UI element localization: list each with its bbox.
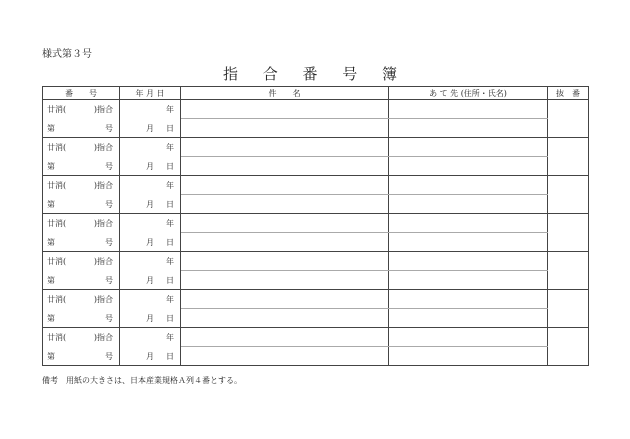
day-label: 日 [166, 313, 174, 323]
recipient-cell[interactable] [389, 100, 548, 119]
prefix-label: 廿消( [47, 181, 67, 190]
entry-row-top [43, 290, 589, 309]
entry-row-bottom [43, 271, 589, 290]
header-date: 年 月 日 [120, 87, 181, 100]
month-label: 月 [146, 199, 154, 209]
date-cell[interactable] [120, 252, 181, 271]
date-cell[interactable] [120, 214, 181, 233]
month-label: 月 [146, 237, 154, 247]
header-number: 番 号 [43, 87, 120, 100]
year-label: 年 [166, 219, 174, 228]
recipient-cell-bottom[interactable] [389, 233, 548, 252]
number-cell-bottom[interactable] [43, 233, 120, 252]
dai-label: 第 [47, 313, 55, 323]
entry-row-top [43, 252, 589, 271]
go-label: 号 [105, 351, 113, 361]
subject-cell-bottom[interactable] [181, 233, 389, 252]
recipient-cell-bottom[interactable] [389, 119, 548, 138]
go-label: 号 [105, 313, 113, 323]
disposal-cell[interactable] [548, 176, 589, 214]
month-label: 月 [146, 351, 154, 361]
number-cell-bottom[interactable] [43, 271, 120, 290]
entry-row-bottom [43, 347, 589, 366]
recipient-cell-bottom[interactable] [389, 195, 548, 214]
disposal-cell[interactable] [548, 138, 589, 176]
year-label: 年 [166, 257, 174, 266]
go-label: 号 [105, 161, 113, 171]
number-cell[interactable] [43, 214, 120, 233]
dai-label: 第 [47, 275, 55, 285]
prefix-label: 廿消( [47, 295, 67, 304]
entry-row-bottom [43, 119, 589, 138]
entry-row-top [43, 214, 589, 233]
date-cell-bottom[interactable] [120, 347, 181, 366]
date-cell-bottom[interactable] [120, 157, 181, 176]
disposal-cell[interactable] [548, 100, 589, 138]
recipient-cell[interactable] [389, 252, 548, 271]
month-label: 月 [146, 313, 154, 323]
number-cell[interactable] [43, 252, 120, 271]
entry-row-bottom [43, 309, 589, 328]
day-label: 日 [166, 161, 174, 171]
number-cell[interactable] [43, 290, 120, 309]
dai-label: 第 [47, 123, 55, 133]
prefix-label: 廿消( [47, 219, 67, 228]
entries-body [43, 100, 589, 366]
date-cell[interactable] [120, 328, 181, 347]
suffix-label: )指合 [93, 333, 113, 342]
month-label: 月 [146, 275, 154, 285]
number-cell-bottom[interactable] [43, 157, 120, 176]
go-label: 号 [105, 237, 113, 247]
go-label: 号 [105, 199, 113, 209]
suffix-label: )指合 [93, 295, 113, 304]
suffix-label: )指合 [93, 181, 113, 190]
prefix-label: 廿消( [47, 105, 67, 114]
go-label: 号 [105, 123, 113, 133]
disposal-cell[interactable] [548, 252, 589, 290]
form-id-label: 様式第３号 [42, 49, 92, 60]
suffix-label: )指合 [93, 219, 113, 228]
year-label: 年 [166, 181, 174, 190]
recipient-cell[interactable] [389, 138, 548, 157]
go-label: 号 [105, 275, 113, 285]
disposal-cell[interactable] [548, 290, 589, 328]
suffix-label: )指合 [93, 143, 113, 152]
disposal-cell[interactable] [548, 328, 589, 366]
subject-cell[interactable] [181, 138, 389, 157]
date-cell-bottom[interactable] [120, 195, 181, 214]
subject-cell[interactable] [181, 176, 389, 195]
number-cell[interactable] [43, 176, 120, 195]
day-label: 日 [166, 351, 174, 361]
subject-cell[interactable] [181, 290, 389, 309]
header-disposal: 抜 番 [548, 87, 589, 100]
recipient-cell-bottom[interactable] [389, 271, 548, 290]
month-label: 月 [146, 161, 154, 171]
entry-row-bottom [43, 157, 589, 176]
date-cell-bottom[interactable] [120, 119, 181, 138]
entry-row-top [43, 100, 589, 119]
subject-cell-bottom[interactable] [181, 271, 389, 290]
entry-row-bottom [43, 195, 589, 214]
number-cell-bottom[interactable] [43, 309, 120, 328]
dai-label: 第 [47, 161, 55, 171]
date-cell[interactable] [120, 290, 181, 309]
month-label: 月 [146, 123, 154, 133]
year-label: 年 [166, 143, 174, 152]
header-subject: 件 名 [181, 87, 389, 100]
day-label: 日 [166, 237, 174, 247]
recipient-cell-bottom[interactable] [389, 157, 548, 176]
header-recipient: あ て 先 (住所・氏名) [389, 87, 548, 100]
day-label: 日 [166, 275, 174, 285]
subject-cell-bottom[interactable] [181, 309, 389, 328]
suffix-label: )指合 [93, 257, 113, 266]
subject-cell-bottom[interactable] [181, 347, 389, 366]
header-row [43, 87, 589, 100]
subject-cell-bottom[interactable] [181, 195, 389, 214]
disposal-cell[interactable] [548, 214, 589, 252]
prefix-label: 廿消( [47, 257, 67, 266]
year-label: 年 [166, 295, 174, 304]
year-label: 年 [166, 333, 174, 342]
recipient-cell-bottom[interactable] [389, 347, 548, 366]
subject-cell[interactable] [181, 328, 389, 347]
number-cell-bottom[interactable] [43, 347, 120, 366]
dai-label: 第 [47, 237, 55, 247]
recipient-cell-bottom[interactable] [389, 309, 548, 328]
date-cell[interactable] [120, 100, 181, 119]
entry-row-top [43, 328, 589, 347]
date-cell[interactable] [120, 138, 181, 157]
document-title: 指 合 番 号 簿 [222, 65, 408, 83]
dai-label: 第 [47, 199, 55, 209]
date-cell-bottom[interactable] [120, 309, 181, 328]
number-cell-bottom[interactable] [43, 119, 120, 138]
recipient-cell[interactable] [389, 214, 548, 233]
year-label: 年 [166, 105, 174, 114]
suffix-label: )指合 [93, 105, 113, 114]
entry-row-top [43, 138, 589, 157]
number-cell-bottom[interactable] [43, 195, 120, 214]
date-cell-bottom[interactable] [120, 271, 181, 290]
subject-cell-bottom[interactable] [181, 119, 389, 138]
number-cell[interactable] [43, 138, 120, 157]
day-label: 日 [166, 123, 174, 133]
prefix-label: 廿消( [47, 333, 67, 342]
entry-row-bottom [43, 233, 589, 252]
register-table [42, 86, 589, 366]
recipient-cell[interactable] [389, 328, 548, 347]
remarks-note: 備考 用紙の大きさは、日本産業規格Ａ列４番とする。 [42, 376, 242, 385]
date-cell[interactable] [120, 176, 181, 195]
subject-cell[interactable] [181, 100, 389, 119]
subject-cell[interactable] [181, 214, 389, 233]
prefix-label: 廿消( [47, 143, 67, 152]
date-cell-bottom[interactable] [120, 233, 181, 252]
number-cell[interactable] [43, 328, 120, 347]
number-cell[interactable] [43, 100, 120, 119]
subject-cell[interactable] [181, 252, 389, 271]
subject-cell-bottom[interactable] [181, 157, 389, 176]
recipient-cell[interactable] [389, 290, 548, 309]
recipient-cell[interactable] [389, 176, 548, 195]
entry-row-top [43, 176, 589, 195]
dai-label: 第 [47, 351, 55, 361]
day-label: 日 [166, 199, 174, 209]
